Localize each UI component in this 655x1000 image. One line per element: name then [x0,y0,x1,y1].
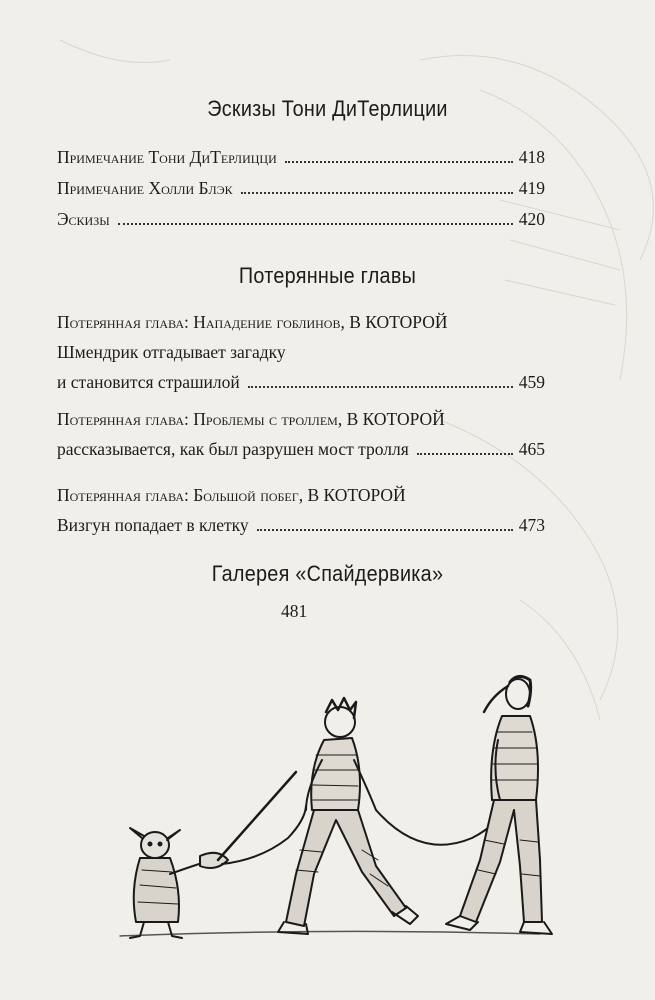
dot-leader [285,161,513,163]
toc-entry-note-diterlizzi[interactable] [57,142,545,172]
toc-entry-goblin-attack[interactable] [57,307,545,397]
toc-entry-title: Потерянная глава: Большой побег, В КОТОРОЙ [57,485,406,505]
toc-entry-subtitle: Визгун попадает в клетку [57,515,249,535]
dot-leader [257,529,513,531]
dot-leader [241,192,513,194]
dot-leader [417,453,513,455]
dot-leader [118,223,513,225]
toc-page-number: 465 [518,439,545,459]
toc-entry-great-escape[interactable] [57,480,545,540]
toc-entry-subtitle: и становится страшилой [57,372,240,392]
toc-page-number: 473 [518,515,545,535]
toc-entry-troll-trouble[interactable] [57,404,545,464]
toc-entry-sketches[interactable] [57,204,545,234]
section-heading-gallery: Галерея «Спайдервика» [211,561,444,586]
toc-entry-title: Потерянная глава: Проблемы с троллем, В КОТОРОЙ [57,409,445,429]
dot-leader [248,386,513,388]
toc-entry-note-black[interactable] [57,173,545,203]
toc-entry-subtitle: Шмендрик отгадывает загадку [57,342,286,362]
toc-entry-title: Примечание Тони ДиТерлицци [57,147,277,167]
toc-entry-title: Примечание Холли Блэк [57,178,233,198]
section-heading-lost-chapters: Потерянные главы [238,263,417,288]
toc-entry-title: Потерянная глава: Нападение гоблинов, В КОТОРОЙ [57,312,448,332]
goblin-figure [130,828,212,938]
toc-page-number: 418 [518,147,545,167]
boy-figure [278,698,418,934]
section-heading-sketches: Эскизы Тони ДиТерлиции [207,96,448,121]
toc-page-number: 459 [518,372,545,392]
toc-entry-title: Эскизы [57,209,110,229]
toc-page-number: 419 [518,178,545,198]
toc-entry-subtitle: рассказывается, как был разрушен мост тролля [57,439,409,459]
gallery-page-number[interactable]: 481 [281,601,308,621]
walking-children-illustration [100,660,560,960]
toc-page-number: 420 [518,209,545,229]
girl-figure [446,676,552,934]
